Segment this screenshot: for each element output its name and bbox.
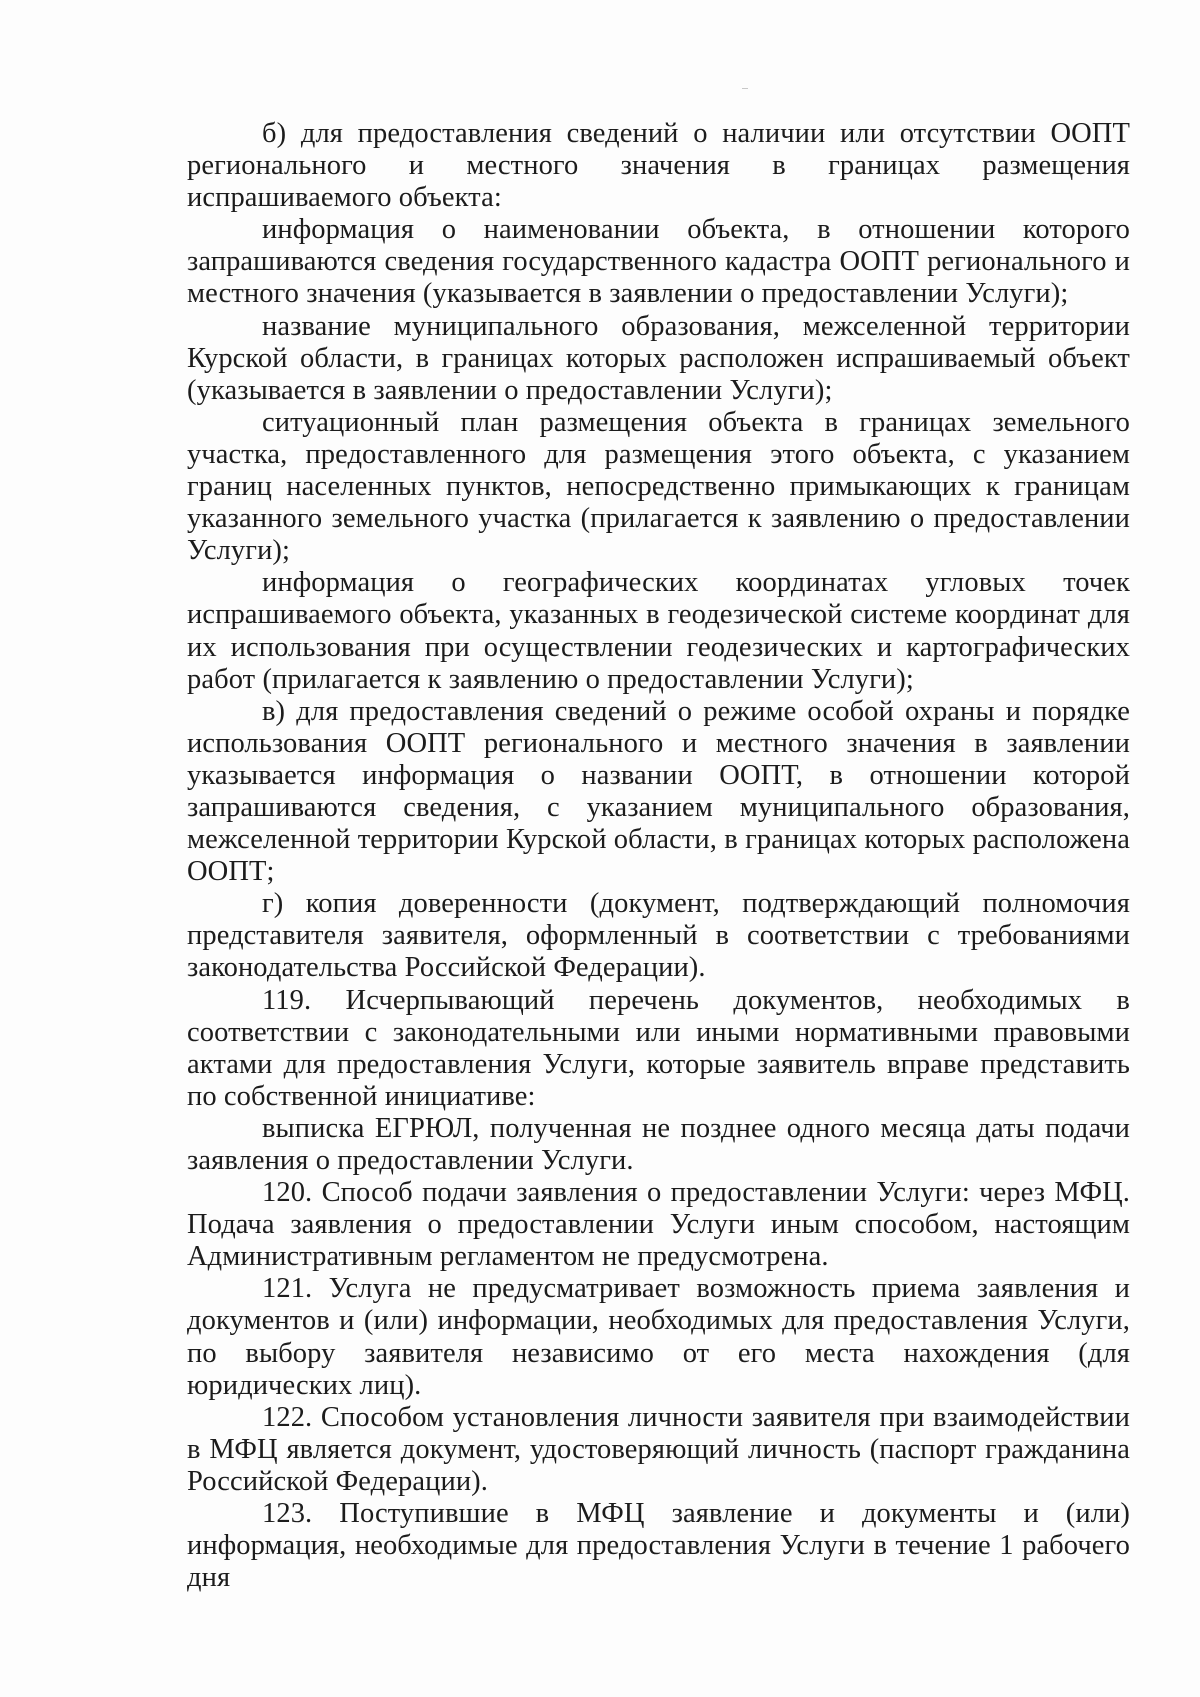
document-body [187, 118, 1130, 1594]
paragraph-coordinates: информация о географических координатах угловых точек испрашиваемого объекта, указанных в геодезической системе координат для их использования при осуществлении геодезических и картографических работ (прилагается к заявлению о предоставлении Услуги); [187, 567, 1130, 695]
paragraph-egrul-extract: выписка ЕГРЮЛ, полученная не позднее одного месяца даты подачи заявления о предоставлении Услуги. [187, 1112, 1130, 1176]
paragraph-120: 120. Способ подачи заявления о предоставлении Услуги: через МФЦ. Подача заявления о предоставлении Услуги иным способом, настоящим Административным регламентом не предусмотрена. [187, 1177, 1130, 1273]
paragraph-122: 122. Способом установления личности заявителя при взаимодействии в МФЦ является документ, удостоверяющий личность (паспорт гражданина Российской Федерации). [187, 1401, 1130, 1497]
paragraph-b-intro: б) для предоставления сведений о наличии или отсутствии ООПТ регионального и местного значения в границах размещения испрашиваемого объекта: [187, 118, 1130, 214]
paragraph-municipality: название муниципального образования, межселенной территории Курской области, в границах которых расположен испрашиваемый объект (указывается в заявлении о предоставлении Услуги); [187, 310, 1130, 406]
scan-mark [742, 88, 748, 89]
paragraph-situation-plan: ситуационный план размещения объекта в границах земельного участка, предоставленного для размещения этого объекта, с указанием границ населенных пунктов, непосредственно примыкающих к границам указанного земельного участка (прилагается к заявлению о предоставлении Услуги); [187, 406, 1130, 567]
paragraph-123: 123. Поступившие в МФЦ заявление и документы и (или) информация, необходимые для предоставления Услуги в течение 1 рабочего дня [187, 1498, 1130, 1594]
paragraph-119: 119. Исчерпывающий перечень документов, необходимых в соответствии с законодательными или иными нормативными правовыми актами для предоставления Услуги, которые заявитель вправе представить по собственной инициативе: [187, 984, 1130, 1112]
paragraph-v-protection-regime: в) для предоставления сведений о режиме особой охраны и порядке использования ООПТ регионального и местного значения в заявлении указывается информация о названии ООПТ, в отношении которой запрашиваются сведения, с указанием муниципального образования, межселенной территории Курской области, в границах которых расположена ООПТ; [187, 695, 1130, 888]
paragraph-121: 121. Услуга не предусматривает возможность приема заявления и документов и (или) информации, необходимых для предоставления Услуги, по выбору заявителя независимо от его места нахождения (для юридических лиц). [187, 1273, 1130, 1401]
paragraph-g-power-of-attorney: г) копия доверенности (документ, подтверждающий полномочия представителя заявителя, оформленный в соответствии с требованиями законодательства Российской Федерации). [187, 888, 1130, 984]
paragraph-object-name: информация о наименовании объекта, в отношении которого запрашиваются сведения государственного кадастра ООПТ регионального и местного значения (указывается в заявлении о предоставлении Услуги); [187, 214, 1130, 310]
